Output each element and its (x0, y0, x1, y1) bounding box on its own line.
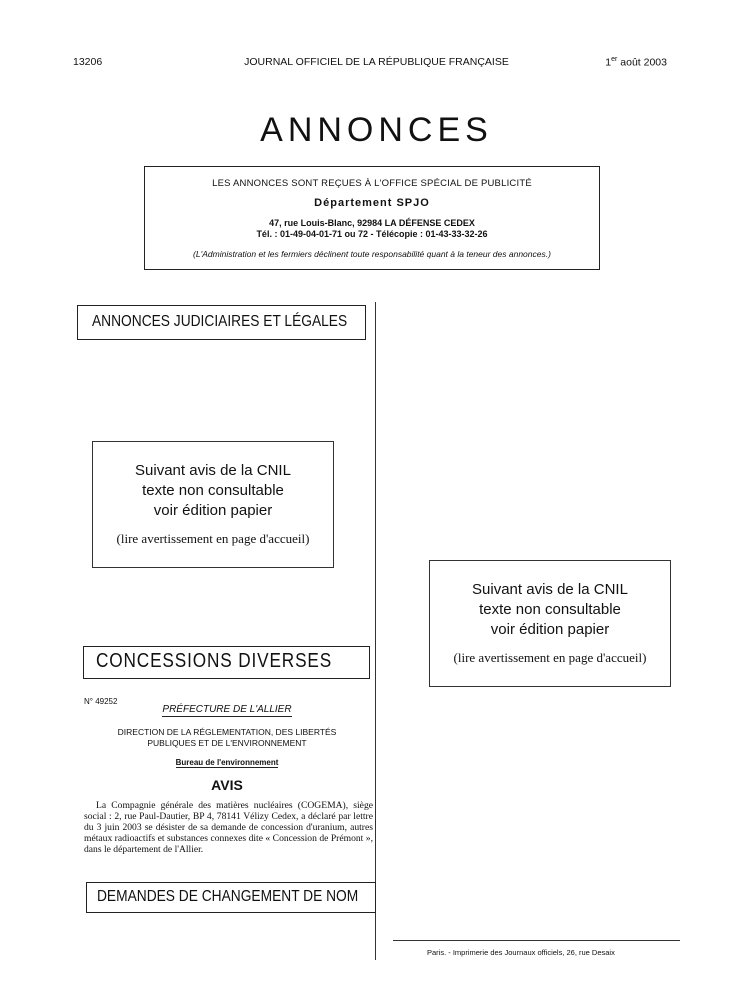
footer-rule (393, 940, 680, 941)
avis-heading: AVIS (211, 777, 243, 793)
prefecture (84, 704, 370, 715)
address: 47, rue Louis-Blanc, 92984 LA DÉFENSE CEDEX (269, 218, 475, 228)
cnil-line-1: Suivant avis de la CNIL (472, 581, 628, 598)
publicity-box (144, 166, 600, 270)
section-heading-changement-nom (86, 882, 376, 913)
direction-line-2: PUBLIQUES ET DE L'ENVIRONNEMENT (147, 738, 307, 748)
bureau-label: Bureau de l'environnement (175, 758, 279, 767)
cnil-note: (lire avertissement en page d'accueil) (453, 650, 647, 665)
publicity-line: LES ANNONCES SONT REÇUES À L'OFFICE SPÉCIAL DE PUBLICITÉ (212, 178, 532, 189)
disclaimer: (L'Administration et les fermiers déclinent toute responsabilité quant à la teneur des annonces.) (193, 249, 551, 259)
phone-fax: Tél. : 01-49-04-01-71 ou 72 - Télécopie : 01-43-33-32-26 (256, 229, 488, 239)
notice-number: N° 49252 (84, 697, 118, 706)
cnil-line-2: texte non consultable (142, 482, 284, 499)
section-heading-label: ANNONCES JUDICIAIRES ET LÉGALES (92, 313, 348, 330)
notice-body: La Compagnie générale des matières nucléaires (COGEMA), siège social : 2, rue Paul-Dautier, BP 4, 78141 Vélizy Cedex, a déclaré par lettre du 3 juin 2003 se désister de sa demande de concession d'uranium, autres métaux radioactifs et substances connexes dite « Concession de Prémont », dans le département de l'Allier. (84, 800, 373, 856)
issue-date (605, 56, 667, 69)
section-heading-label: CONCESSIONS DIVERSES (96, 650, 333, 672)
cnil-note: (lire avertissement en page d'accueil) (116, 531, 310, 546)
issue-date-sup: er (611, 56, 618, 63)
cnil-notice-right (429, 560, 671, 687)
printer-footer: Paris. - Imprimerie des Journaux officiels, 26, rue Desaix (427, 948, 615, 957)
bureau (84, 758, 370, 767)
cnil-line-3: voir édition papier (153, 502, 273, 519)
direction-line-1: DIRECTION DE LA RÉGLEMENTATION, DES LIBERTÉS (117, 727, 337, 737)
issue-date-rest: août 2003 (617, 56, 667, 69)
cnil-line-3: voir édition papier (490, 621, 610, 638)
cnil-line-2: texte non consultable (479, 601, 621, 618)
cnil-notice-left (92, 441, 334, 568)
page-title: ANNONCES (260, 111, 493, 149)
direction (84, 727, 370, 749)
department-name: Département SPJO (314, 197, 430, 209)
section-heading-label: DEMANDES DE CHANGEMENT DE NOM (97, 888, 359, 905)
section-heading-concessions (83, 646, 370, 679)
column-divider (375, 302, 376, 960)
page-number: 13206 (73, 56, 103, 68)
prefecture-label: PRÉFECTURE DE L'ALLIER (162, 704, 292, 715)
journal-title: JOURNAL OFFICIEL DE LA RÉPUBLIQUE FRANÇAISE (244, 56, 509, 68)
issue-date-day: 1 (605, 56, 612, 69)
cnil-line-1: Suivant avis de la CNIL (135, 462, 291, 479)
section-heading-judiciaires (77, 305, 366, 340)
